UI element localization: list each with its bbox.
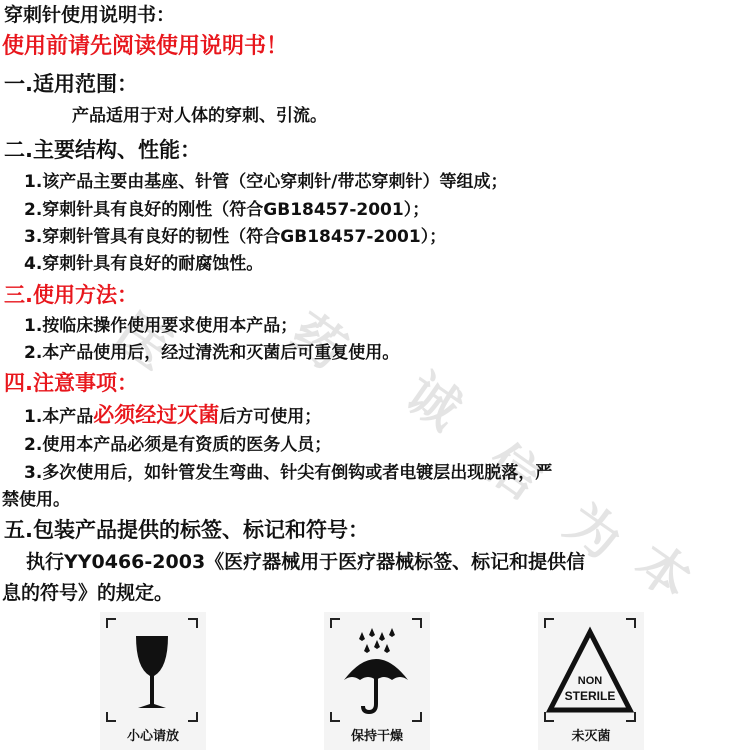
section-3-item: 2.本产品使用后，经过清洗和灭菌后可重复使用。	[24, 343, 400, 363]
section-3-heading: 三.使用方法：	[4, 283, 138, 307]
section-2-item: 4.穿刺针具有良好的耐腐蚀性。	[24, 254, 264, 274]
symbol-fragile	[100, 612, 206, 750]
watermark: 诚	[394, 362, 472, 442]
section-1-heading: 一.适用范围：	[4, 72, 138, 96]
section-5-text: 执行YY0466-2003《医疗器械用于医疗器械标签、标记和提供信	[26, 551, 586, 573]
section-2-heading: 二.主要结构、性能：	[4, 138, 201, 162]
watermark: 本	[624, 532, 702, 612]
section-2-item: 3.穿刺针管具有良好的韧性（符合GB18457-2001）；	[24, 227, 447, 247]
symbol-row	[0, 612, 750, 750]
section-5-text-continued: 息的符号》的规定。	[2, 582, 174, 604]
watermark: 信	[474, 432, 552, 512]
symbol-label: 保持干燥	[350, 729, 403, 744]
keep-dry-umbrella-icon	[330, 618, 422, 722]
watermark: 为	[554, 492, 632, 572]
read-manual-warning: 使用前请先阅读使用说明书！	[2, 34, 289, 59]
icon-text: STERILE	[564, 689, 616, 703]
section-4-item-text: 1.本产品	[24, 407, 94, 427]
section-4-heading: 四.注意事项：	[4, 371, 138, 395]
watermark: 医	[104, 302, 182, 382]
symbol-label: 小心请放	[126, 729, 179, 744]
section-4-item: 2.使用本产品必须是有资质的医务人员；	[24, 435, 332, 455]
symbol-non-sterile	[538, 612, 644, 750]
section-4-item-continued: 禁使用。	[2, 490, 70, 510]
section-5-heading: 五.包装产品提供的标签、标记和符号：	[4, 518, 369, 542]
icon-text: NON	[577, 675, 603, 687]
section-4-item-text: 后方可使用；	[219, 407, 322, 427]
fragile-glass-icon	[106, 618, 198, 722]
section-1-text: 产品适用于对人体的穿刺、引流。	[72, 106, 327, 126]
watermark: 药	[279, 302, 357, 382]
section-4-item: 3.多次使用后，如针管发生弯曲、针尖有倒钩或者电镀层出现脱落，严	[24, 463, 553, 483]
section-2-item: 2.穿刺针具有良好的刚性（符合GB18457-2001）；	[24, 200, 430, 220]
non-sterile-triangle-icon	[544, 618, 636, 722]
symbol-label: 未灭菌	[571, 729, 611, 744]
section-3-item: 1.按临床操作使用要求使用本产品；	[24, 316, 298, 336]
section-4-item	[24, 405, 321, 426]
document-title: 穿刺针使用说明书：	[4, 4, 176, 26]
symbol-keep-dry	[324, 612, 430, 750]
sterilize-emphasis: 必须经过灭菌	[93, 403, 220, 427]
section-2-item: 1.该产品主要由基座、针管（空心穿刺针/带芯穿刺针）等组成；	[24, 172, 508, 192]
